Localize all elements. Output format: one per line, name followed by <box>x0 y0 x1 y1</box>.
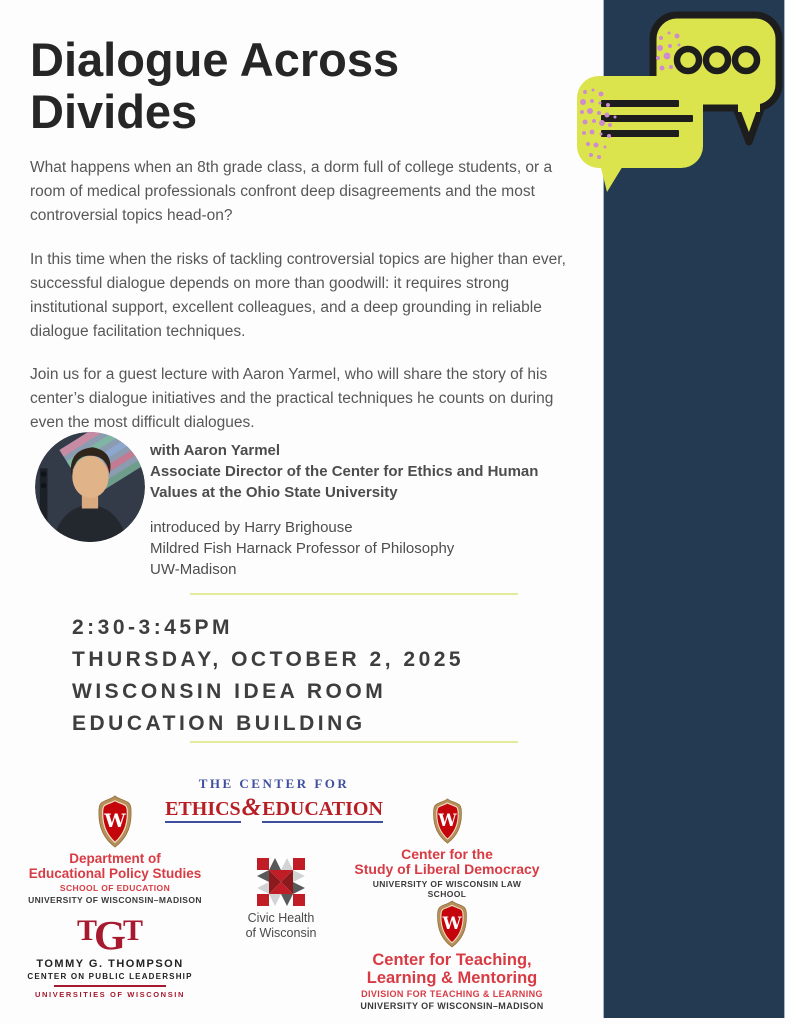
deps-school: SCHOOL OF EDUCATION <box>59 883 171 893</box>
civic-line1: Civic Health <box>247 911 315 925</box>
csld-school: UNIVERSITY OF WISCONSIN LAW SCHOOL <box>372 879 522 899</box>
speaker-section <box>35 432 575 578</box>
main-content <box>30 0 578 435</box>
logo-thompson-center <box>25 912 195 999</box>
speaker-name: with Aaron Yarmel <box>150 442 281 459</box>
speech-bubbles-icon <box>561 0 791 205</box>
uw-crest-icon <box>435 900 469 948</box>
introducer-name: introduced by Harry Brighouse <box>150 519 353 536</box>
logo-ed-policy-studies <box>20 795 210 905</box>
logo-civic-health <box>221 858 341 941</box>
logo-teaching-learning-mentoring <box>347 900 557 1011</box>
ctlm-line2: Learning & Mentoring <box>366 969 538 987</box>
intro-paragraph-1: What happens when an 8th grade class, a dorm full of college students, or a room of medical professionals confront deep disagreements and the most controversial topics head-on? <box>30 159 553 224</box>
event-building: EDUCATION BUILDING <box>72 712 366 735</box>
tgt-universities: UNIVERSITIES OF WISCONSIN <box>34 990 185 999</box>
cee-bottom-line: ETHICS&EDUCATION <box>165 794 383 821</box>
deps-line2: Educational Policy Studies <box>28 866 202 881</box>
cee-top-line: THE CENTER FOR <box>198 776 350 791</box>
title-line-2: Divides <box>30 85 198 138</box>
uw-crest-icon <box>431 798 464 844</box>
ctlm-division: DIVISION FOR TEACHING & LEARNING <box>361 989 543 999</box>
speaker-role: Associate Director of the Center for Ethics and Human Values at the Ohio State University <box>150 463 539 501</box>
event-time: 2:30-3:45PM <box>72 616 234 639</box>
tgt-name: TOMMY G. THOMPSON <box>36 958 184 970</box>
csld-line1: Center for the <box>401 846 493 862</box>
event-room: WISCONSIN IDEA ROOM <box>72 680 387 703</box>
speaker-portrait-image <box>35 432 145 542</box>
tgt-center: CENTER ON PUBLIC LEADERSHIP <box>27 972 193 981</box>
introducer-title: Mildred Fish Harnack Professor of Philosophy <box>150 540 455 557</box>
speaker-photo <box>35 432 145 542</box>
deps-university: UNIVERSITY OF WISCONSIN–MADISON <box>28 895 202 905</box>
intro-paragraph-2: In this time when the risks of tackling controversial topics are higher than ever, successful dialogue depends on more than goodwill: it requires strong institutional support, excellent colleagues, and a deep grounding in reliable dialogue facilitation techniques. <box>30 251 566 340</box>
csld-line2: Study of Liberal Democracy <box>354 861 540 877</box>
divider-top <box>190 593 518 595</box>
civic-line2: of Wisconsin <box>245 926 317 940</box>
intro-paragraph-3: Join us for a guest lecture with Aaron Yarmel, who will share the story of his center’s dialogue initiatives and the practical techniques he counts on during even the most difficult dialogues. <box>30 366 554 431</box>
svg-text:W: W <box>437 810 457 830</box>
divider-bottom <box>190 741 518 743</box>
event-details <box>72 612 464 740</box>
svg-text:W: W <box>104 810 126 833</box>
uw-crest-icon <box>96 795 134 848</box>
page-title <box>30 34 578 138</box>
cee-ampersand: & <box>241 794 262 821</box>
quilt-star-icon <box>257 858 305 906</box>
svg-text:W: W <box>442 914 462 935</box>
logo-liberal-democracy <box>352 798 542 899</box>
deps-line1: Department of <box>69 851 161 866</box>
tgt-monogram: T G T <box>77 912 143 958</box>
bubble-dots-icon <box>677 49 757 71</box>
tgt-divider <box>54 985 166 987</box>
introducer-institution: UW-Madison <box>150 561 237 578</box>
title-line-1: Dialogue Across <box>30 33 400 86</box>
event-date: THURSDAY, OCTOBER 2, 2025 <box>72 648 465 671</box>
ctlm-university: UNIVERSITY OF WISCONSIN–MADISON <box>360 1001 544 1011</box>
ctlm-line1: Center for Teaching, <box>372 951 532 969</box>
speaker-text <box>150 440 570 580</box>
